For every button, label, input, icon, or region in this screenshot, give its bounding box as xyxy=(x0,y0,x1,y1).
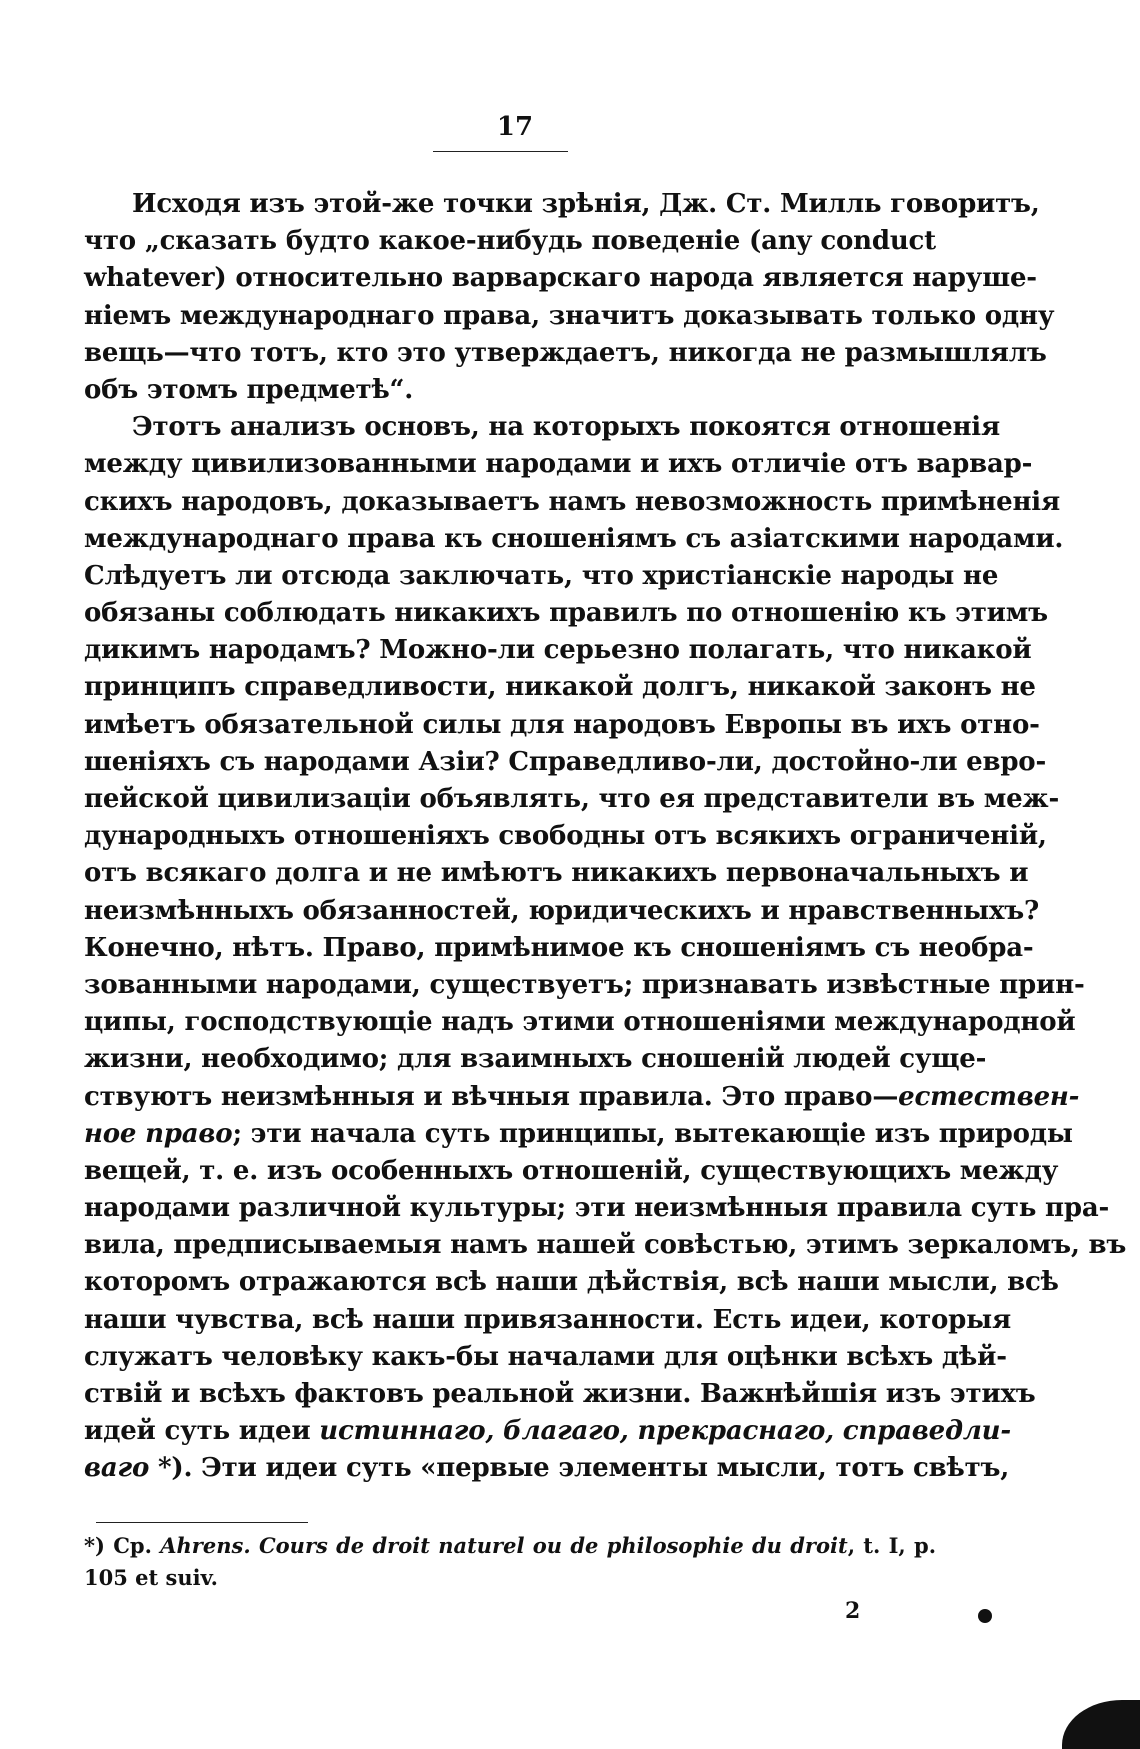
line-text: дикимъ народамъ? Можно-ли серьезно полагать, что никакой xyxy=(84,635,1032,666)
line-text: наши чувства, всѣ наши привязанности. Есть идеи, которыя xyxy=(84,1304,1011,1335)
margin-dot xyxy=(978,1609,992,1623)
line-text: вещей, т. е. изъ особенныхъ отношеній, существующихъ между xyxy=(84,1155,1059,1186)
line-text: имѣетъ обязательной силы для народовъ Европы въ ихъ отно- xyxy=(84,709,1040,740)
text-line xyxy=(84,967,1085,1004)
text-line xyxy=(84,298,1055,335)
scan-edge-shadow xyxy=(1062,1700,1140,1749)
italic-text: ное право xyxy=(84,1118,233,1149)
line-text: принципъ справедливости, никакой долгъ, никакой законъ не xyxy=(84,672,1036,703)
footnote-author: Ahrens. xyxy=(160,1533,251,1558)
text-line xyxy=(84,1264,1059,1301)
line-text: ципы, господствующіе надъ этими отношеніями международной xyxy=(84,1007,1076,1038)
text-line xyxy=(84,1227,1127,1264)
line-text: ствуютъ неизмѣнныя и вѣчныя правила. Это право— xyxy=(84,1081,899,1112)
footnote-line xyxy=(84,1530,936,1562)
text-line xyxy=(84,1376,1036,1413)
line-text: *). Эти идеи суть «первые элементы мысли, тотъ свѣтъ, xyxy=(149,1453,1010,1484)
italic-text: естествен- xyxy=(898,1081,1080,1112)
text-line xyxy=(84,484,1060,521)
text-line xyxy=(84,409,1000,446)
line-text: ствій и всѣхъ фактовъ реальной жизни. Важнѣйшія изъ этихъ xyxy=(84,1379,1036,1409)
text-line xyxy=(84,1079,1080,1116)
footnote-line: 105 et suiv. xyxy=(84,1565,218,1590)
text-line xyxy=(84,1041,987,1078)
text-line xyxy=(84,744,1047,781)
text-line xyxy=(84,632,1032,669)
line-text: Слѣдуетъ ли отсюда заключать, что христіанскіе народы не xyxy=(84,560,999,591)
text-line xyxy=(84,1004,1076,1041)
line-text: что „сказать будто какое-нибудь поведеніе (any conduct xyxy=(84,226,936,257)
footnote-marker: *) Ср. xyxy=(84,1533,152,1558)
line-text: Исходя изъ этой-же точки зрѣнія, Дж. Ст. Милль говоритъ, xyxy=(132,189,1040,219)
line-text: скихъ народовъ, доказываетъ намъ невозможность примѣненія xyxy=(84,486,1060,517)
text-line xyxy=(84,446,1033,483)
text-line xyxy=(84,930,1034,967)
line-text: шеніяхъ съ народами Азіи? Справедливо-ли, достойно-ли евро- xyxy=(84,746,1047,777)
line-text: идей суть идеи xyxy=(84,1416,320,1447)
line-text: неизмѣнныхъ обязанностей, юридическихъ и нравственныхъ? xyxy=(84,895,1040,926)
footnote xyxy=(84,1530,936,1594)
line-text: вещь—что тотъ, кто это утверждаетъ, никогда не размышлялъ xyxy=(84,337,1047,368)
line-text: отъ всякаго долга и не имѣютъ никакихъ первоначальныхъ и xyxy=(84,858,1029,889)
text-line xyxy=(84,1153,1059,1190)
text-line xyxy=(84,781,1060,818)
text-line xyxy=(84,186,1040,223)
text-line xyxy=(84,1302,1011,1339)
line-text: которомъ отражаются всѣ наши дѣйствія, всѣ наши мысли, всѣ xyxy=(84,1267,1059,1298)
text-line xyxy=(84,521,1064,558)
page-number: 17 xyxy=(496,112,534,142)
line-text: дународныхъ отношеніяхъ свободны отъ всякихъ ограниченій, xyxy=(84,821,1047,852)
line-text: между цивилизованными народами и ихъ отличіе отъ варвар- xyxy=(84,449,1033,480)
text-line xyxy=(84,855,1029,892)
line-text: Этотъ анализъ основъ, на которыхъ покоятся отношенія xyxy=(132,412,1000,443)
text-line xyxy=(84,1450,1010,1487)
text-line xyxy=(84,372,936,409)
line-text: зованными народами, существуетъ; признавать извѣстные прин- xyxy=(84,969,1085,1000)
text-line xyxy=(84,260,1037,297)
line-text: служатъ человѣку какъ-бы началами для оцѣнки всѣхъ дѣй- xyxy=(84,1341,1007,1372)
text-line xyxy=(84,669,1036,706)
line-text: вила, предписываемыя намъ нашей совѣстью, этимъ зеркаломъ, въ xyxy=(84,1230,1127,1261)
text-line xyxy=(84,707,1040,744)
text-line xyxy=(84,1116,1073,1153)
text-line xyxy=(84,1339,1007,1376)
line-text: народами различной культуры; эти неизмѣнныя правила суть пра- xyxy=(84,1193,1110,1224)
text-line xyxy=(84,335,1047,372)
text-line xyxy=(84,893,1040,930)
footnote-work-title: Cours de droit naturel ou de philosophie du droit xyxy=(258,1533,848,1558)
italic-text: истиннаго, благаго, прекраснаго, справедли- xyxy=(319,1416,1011,1447)
line-text: ніемъ международнаго права, значитъ доказывать только одну xyxy=(84,300,1055,331)
line-text: Конечно, нѣтъ. Право, примѣнимое къ сношеніямъ съ необра- xyxy=(84,932,1034,963)
line-text: whatever) относительно варварскаго народа является наруше- xyxy=(84,263,1037,294)
line-text: ; эти начала суть принципы, вытекающіе изъ природы xyxy=(232,1118,1073,1149)
footnote-rule xyxy=(96,1522,308,1523)
line-text: жизни, необходимо; для взаимныхъ сношеній людей суще- xyxy=(84,1044,987,1075)
text-line xyxy=(84,595,1048,632)
text-line xyxy=(84,818,1047,855)
signature-mark: 2 xyxy=(845,1598,861,1624)
body-text xyxy=(84,186,1127,1488)
text-line xyxy=(84,1190,1110,1227)
page-number-rule xyxy=(433,151,568,152)
line-text: объ этомъ предметѣ“. xyxy=(84,374,414,405)
text-line xyxy=(84,1413,1011,1450)
text-line xyxy=(84,558,999,595)
line-text: международнаго права къ сношеніямъ съ азіатскими народами. xyxy=(84,523,1064,554)
line-text: пейской цивилизаціи объявлять, что ея представители въ меж- xyxy=(84,784,1060,814)
line-text: обязаны соблюдать никакихъ правилъ по отношенію къ этимъ xyxy=(84,598,1048,629)
footnote-volume: , t. I, p. xyxy=(847,1533,937,1558)
text-line xyxy=(84,223,936,260)
italic-text: ваго xyxy=(84,1453,150,1484)
